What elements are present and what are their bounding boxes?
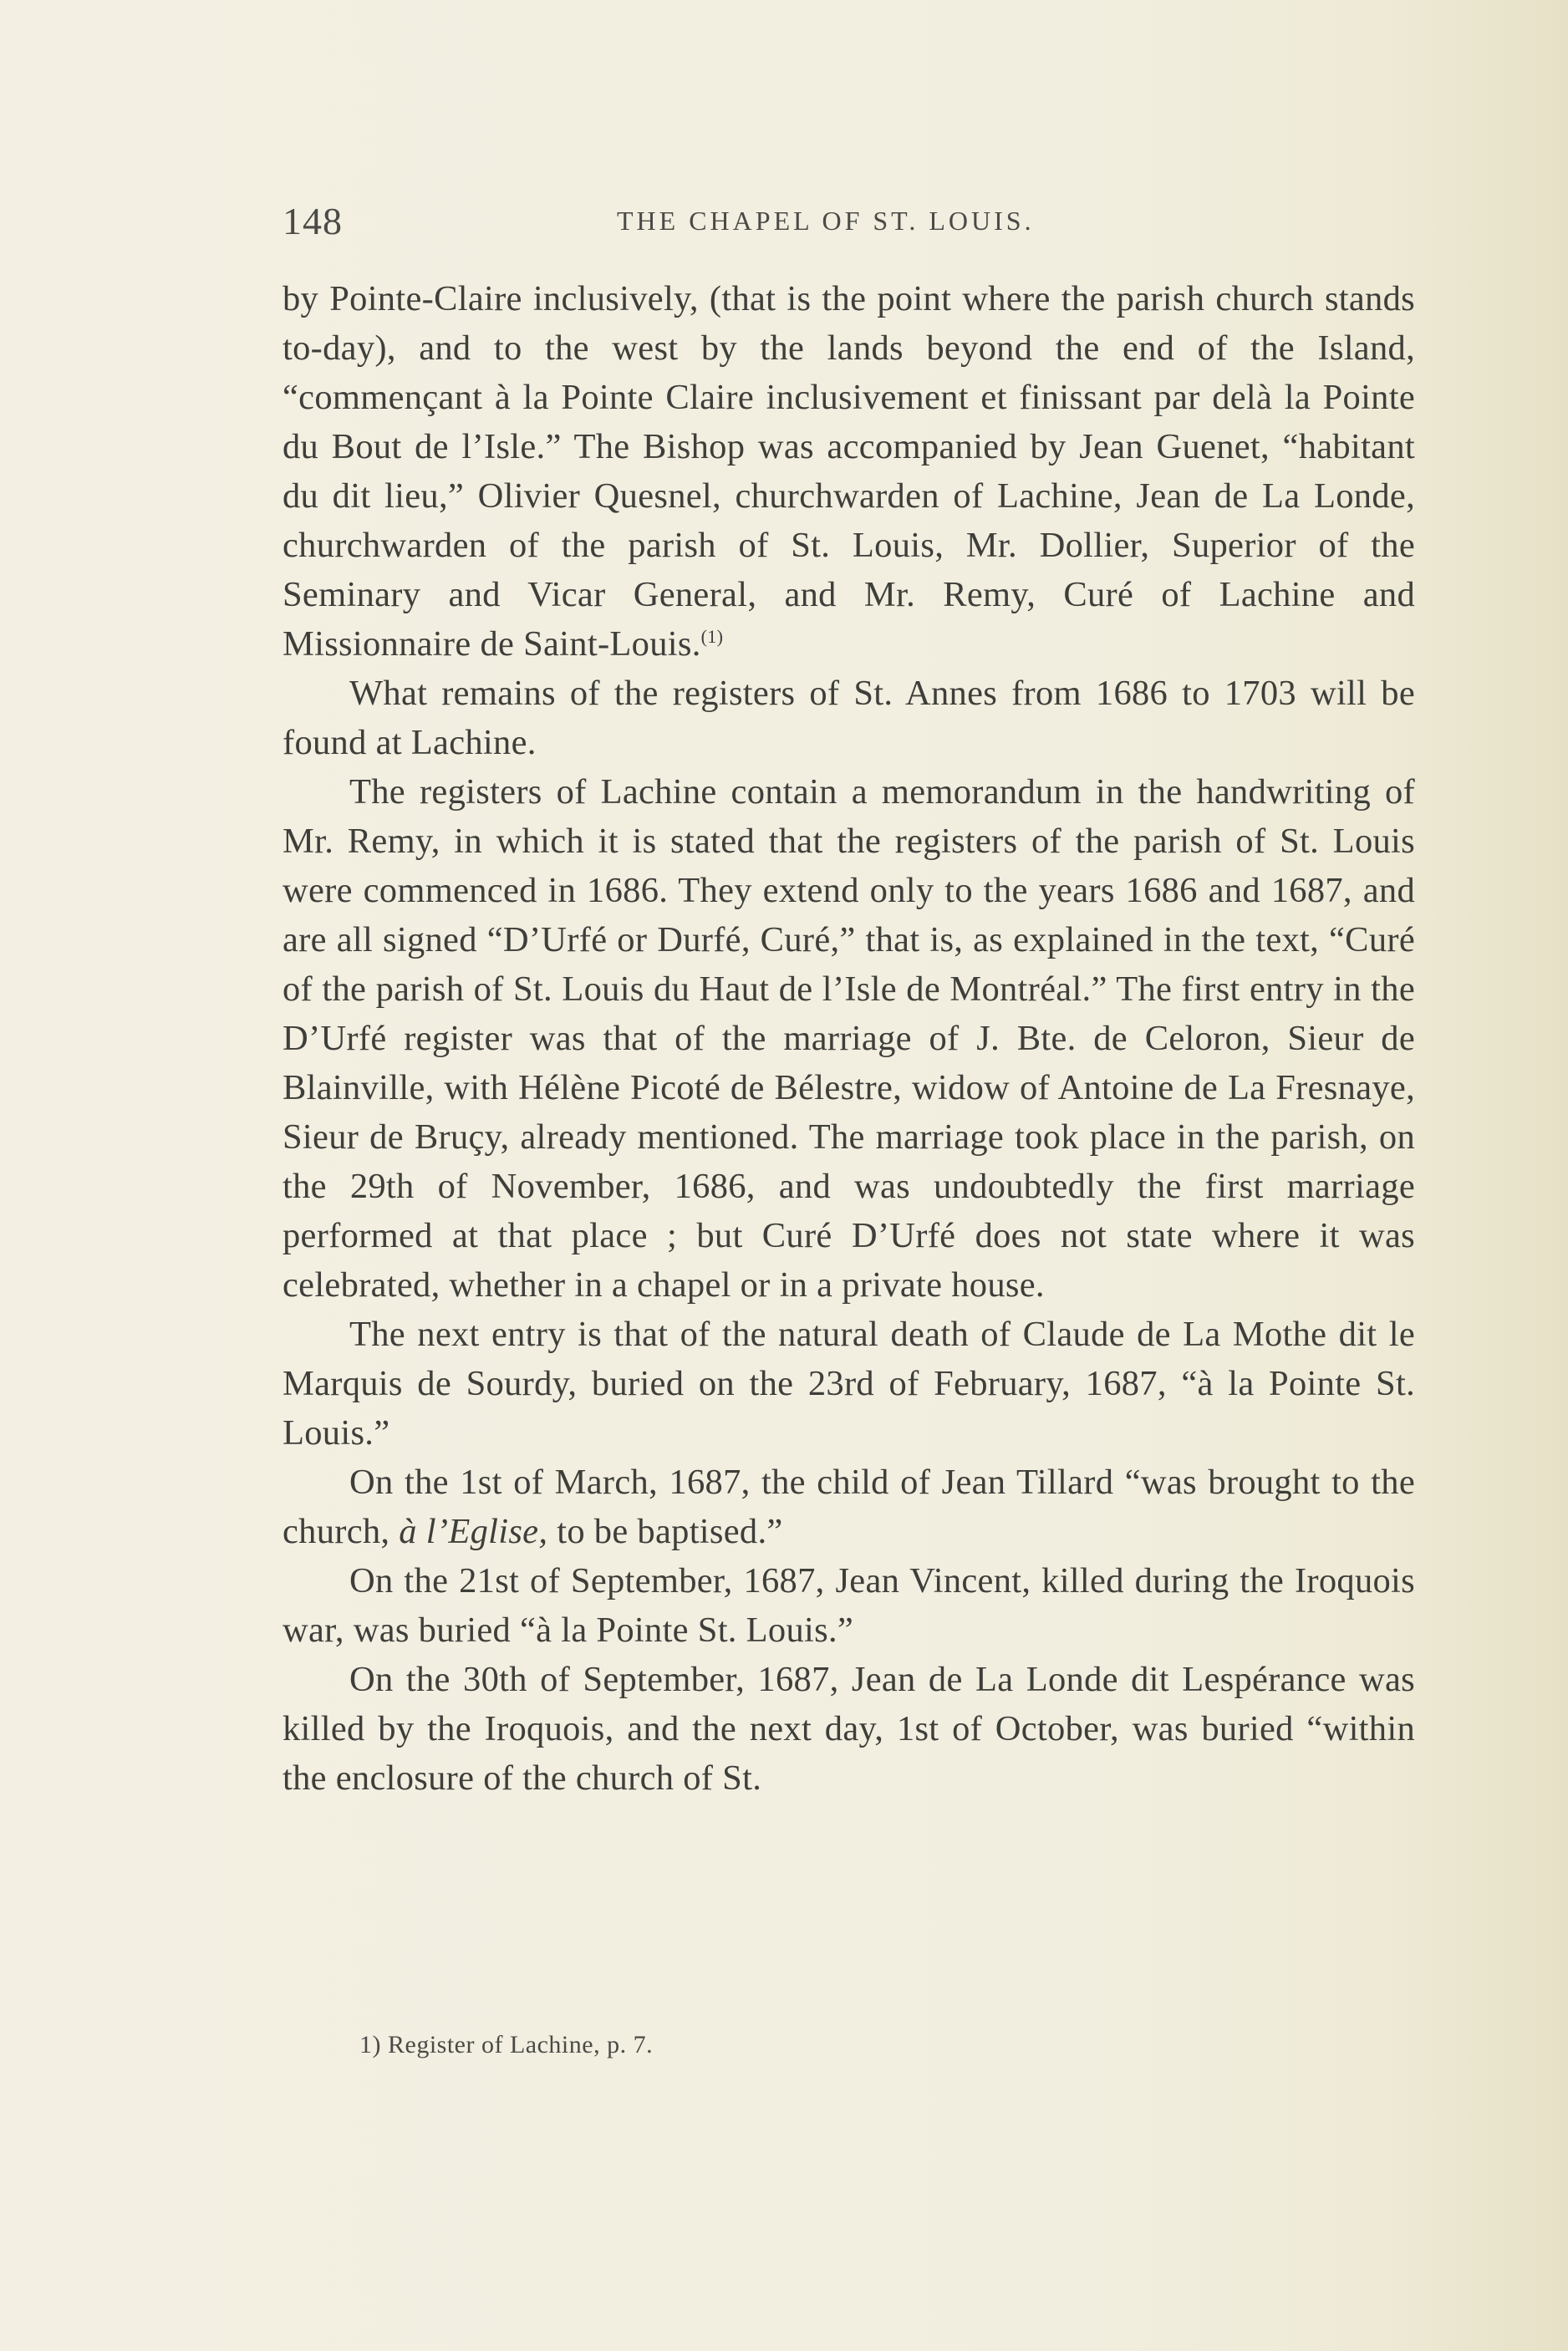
page-number: 148 (283, 200, 343, 242)
paragraph-1: by Pointe-Claire inclusively, (that is the point where the parish church stands to-day), and to the west by the lands beyond the end of the Island, “commençant à la Pointe Claire inclusivement et finissant par delà la Pointe du Bout de l’Isle.” The Bishop was accompanied by Jean Guenet, “habitant du dit lieu,” Olivier Quesnel, churchwarden of Lachine, Jean de La Londe, churchwarden of the parish of St. Louis, Mr. Dollier, Superior of the Seminary and Vicar General, and Mr. Remy, Curé of Lachine and Missionnaire de Saint-Louis.$^{(1)}$ (283, 279, 1415, 664)
page-header (283, 199, 1419, 257)
paragraph-5: On the 1st of March, 1687, the child of Jean Tillard “was brought to the church, à l’Eglise, to be baptised.” (283, 1463, 1415, 1551)
paragraph-3: The registers of Lachine contain a memorandum in the handwriting of Mr. Remy, in which it is stated that the registers of the parish of St. Louis were commenced in 1686. They extend only to the years 1686 and 1687, and are all signed “D’Urfé or Durfé, Curé,” that is, as explained in the text, “Curé of the parish of St. Louis du Haut de l’Isle de Montréal.” The first entry in the D’Urfé register was that of the marriage of J. Bte. de Celoron, Sieur de Blainville, with Hélène Picoté de Bélestre, widow of Antoine de La Fresnaye, Sieur de Bruçy, already mentioned. The marriage took place in the parish, on the 29th of November, 1686, and was undoubtedly the first marriage performed at that place ; but Curé D’Urfé does not state where it was celebrated, whether in a chapel or in a private house. (283, 772, 1415, 1305)
paragraph-2: What remains of the registers of St. Annes from 1686 to 1703 will be found at Lachine. (283, 674, 1415, 762)
italic-phrase: à l’Eglise, (399, 1512, 548, 1551)
paragraph-6: On the 21st of September, 1687, Jean Vincent, killed during the Iroquois war, was buried “à la Pointe St. Louis.” (283, 1561, 1415, 1650)
body-text (283, 274, 1415, 1803)
running-title: THE CHAPEL OF ST. LOUIS. (617, 206, 1035, 236)
paragraph-7: On the 30th of September, 1687, Jean de La Londe dit Lespérance was killed by the Iroquois, and the next day, 1st of October, was buried “within the enclosure of the church of St. (283, 1660, 1415, 1798)
paragraph-4: The next entry is that of the natural death of Claude de La Mothe dit le Marquis de Sourdy, buried on the 23rd of February, 1687, “à la Pointe St. Louis.” (283, 1315, 1415, 1453)
footnote-marker: (1) (700, 625, 724, 647)
footnote: 1) Register of Lachine, p. 7. (359, 2031, 654, 2058)
